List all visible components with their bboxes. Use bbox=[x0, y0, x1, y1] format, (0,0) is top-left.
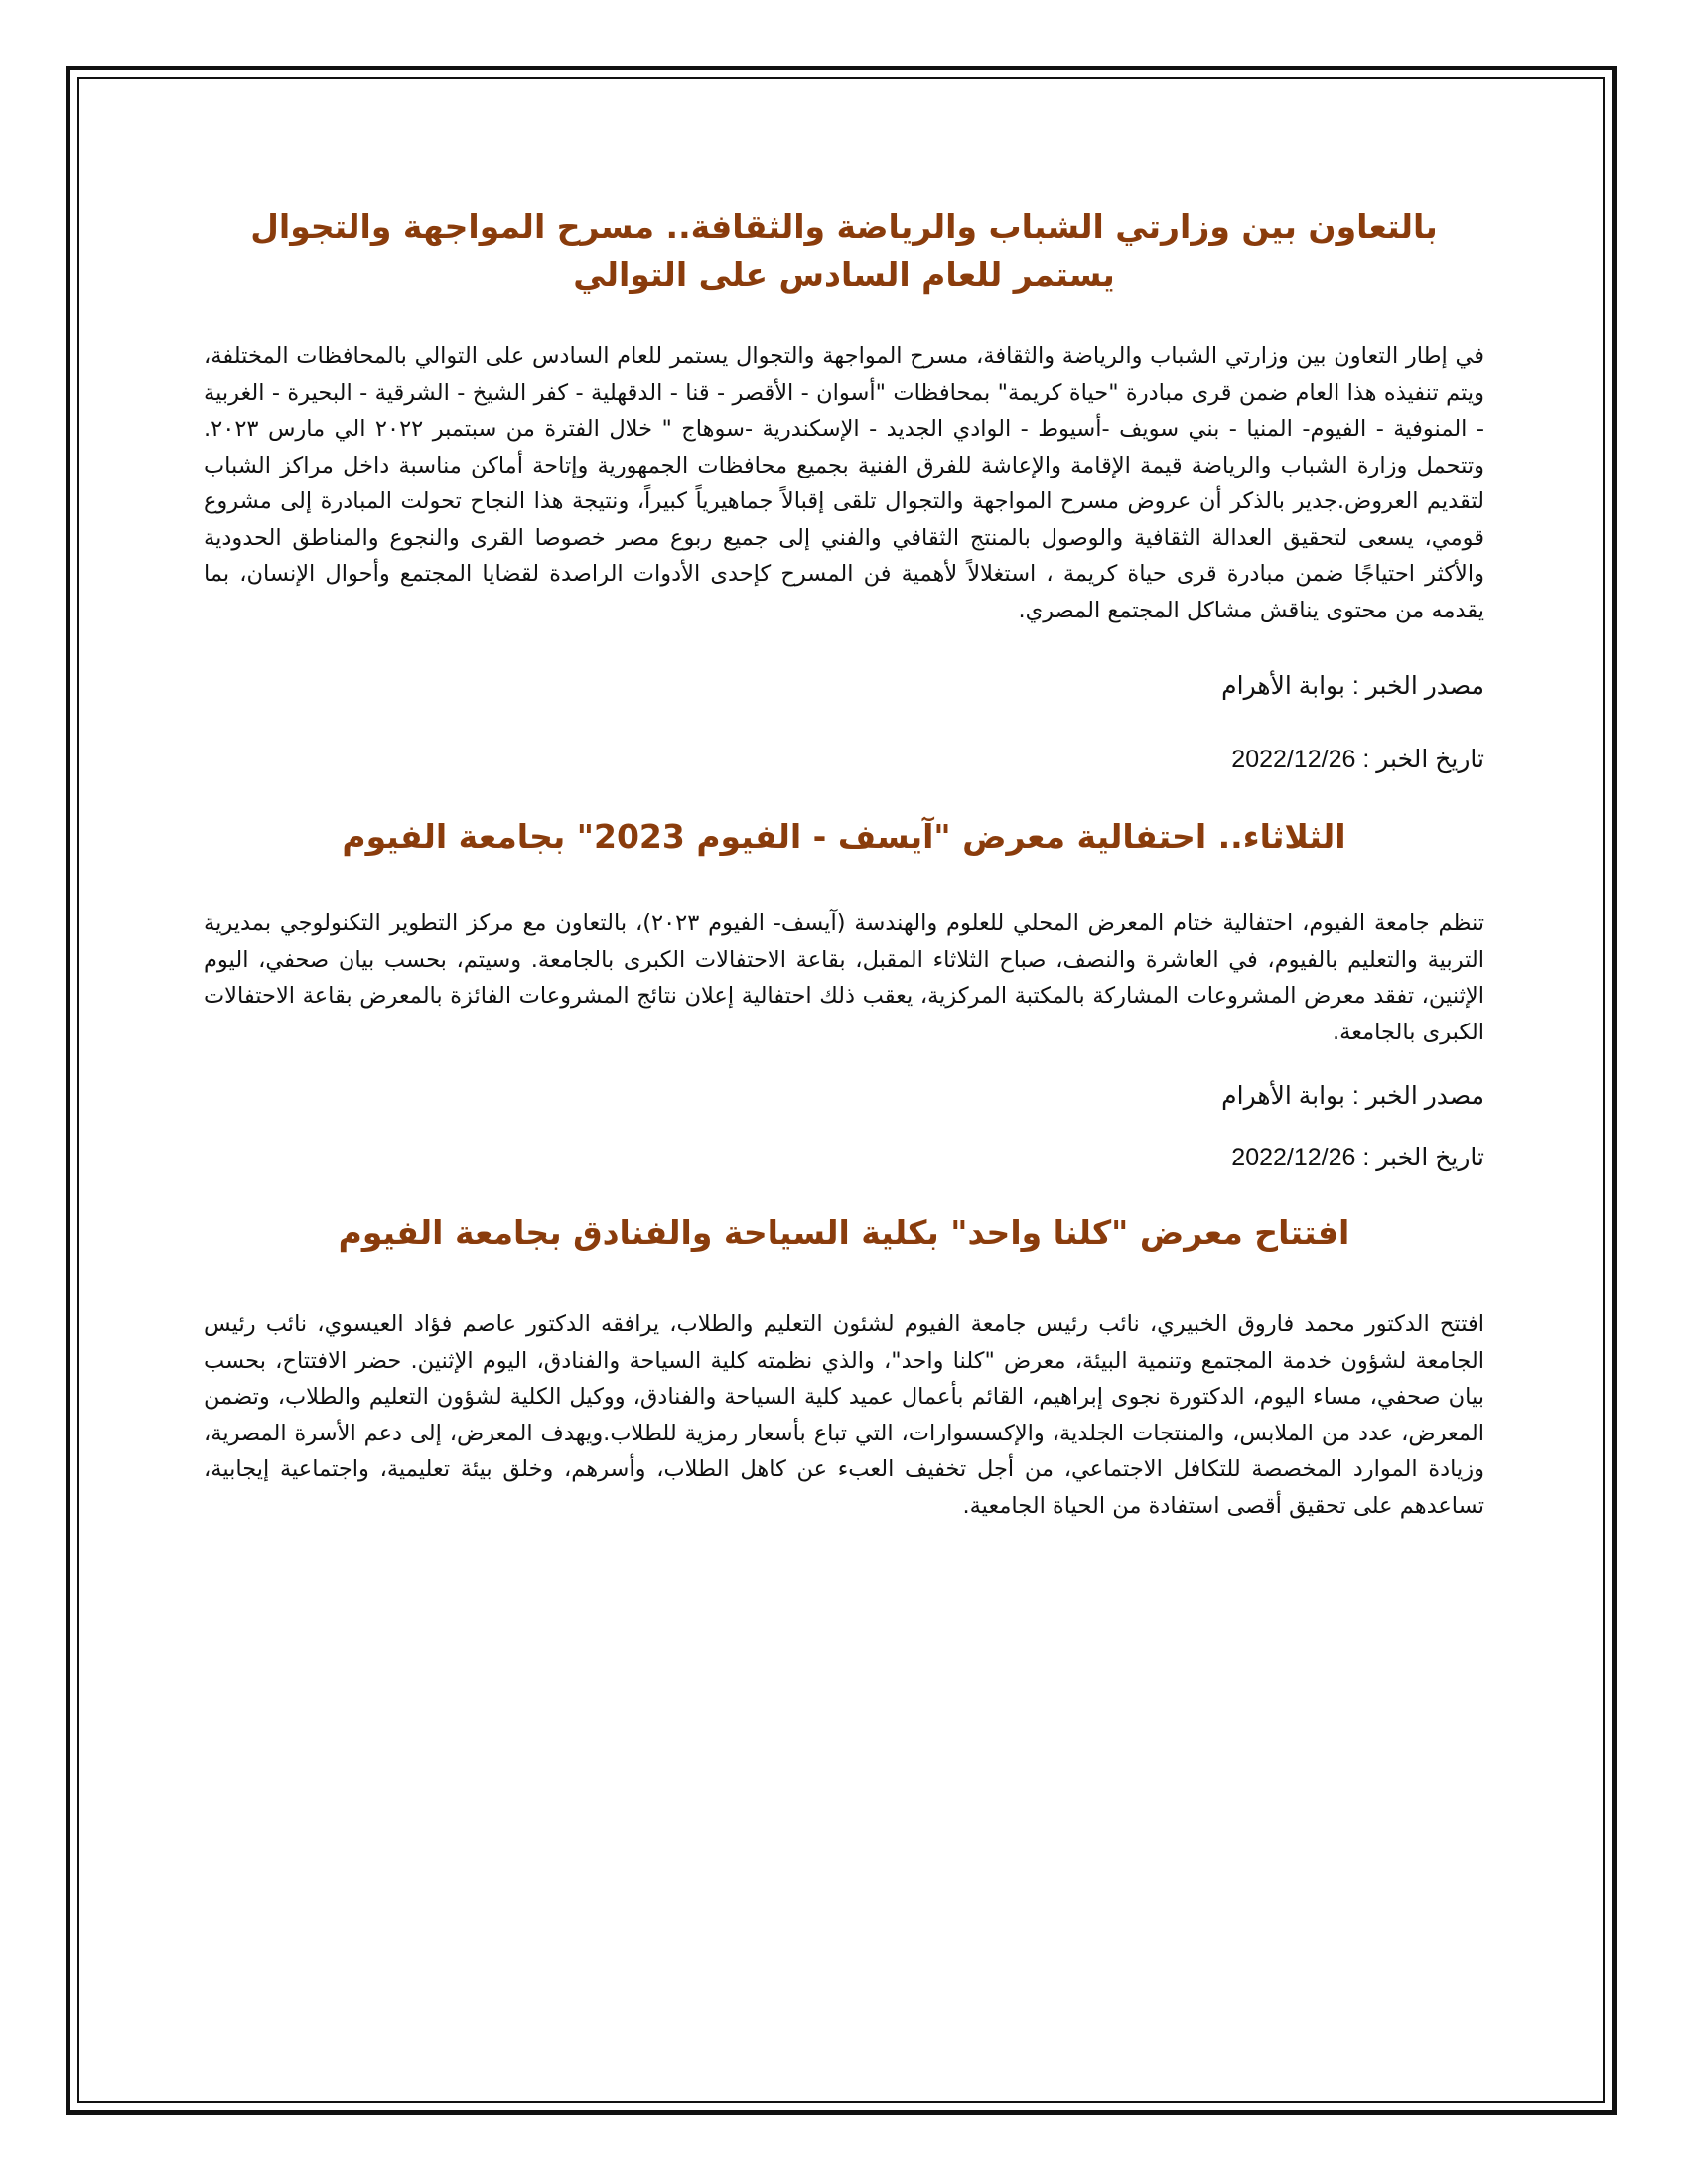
headline-line-2: يستمر للعام السادس على التوالي bbox=[573, 255, 1115, 294]
article-headline bbox=[204, 813, 1484, 861]
news-document bbox=[204, 204, 1484, 1524]
date-label: تاريخ الخبر : bbox=[1355, 1144, 1484, 1171]
news-date bbox=[204, 1140, 1484, 1175]
source-label: مصدر الخبر : bbox=[1344, 672, 1484, 700]
source-label: مصدر الخبر : bbox=[1344, 1082, 1484, 1110]
article-headline bbox=[204, 204, 1484, 299]
article-kolena-wahed-exhibition bbox=[204, 1209, 1484, 1524]
date-value: 2022/12/26 bbox=[1231, 1144, 1356, 1171]
article-youth-theatre bbox=[204, 204, 1484, 777]
date-value: 2022/12/26 bbox=[1231, 746, 1356, 773]
news-source bbox=[204, 1078, 1484, 1114]
headline-line-1: الثلاثاء.. احتفالية معرض "آيسف - الفيوم 2023" بجامعة الفيوم bbox=[342, 817, 1346, 856]
date-label: تاريخ الخبر : bbox=[1355, 746, 1484, 773]
source-value: بوابة الأهرام bbox=[1221, 1082, 1345, 1110]
headline-line-1: بالتعاون بين وزارتي الشباب والرياضة والثقافة.. مسرح المواجهة والتجوال bbox=[250, 207, 1438, 246]
news-date bbox=[204, 742, 1484, 777]
article-body: تنظم جامعة الفيوم، احتفالية ختام المعرض المحلي للعلوم والهندسة (آيسف- الفيوم ٢٠٢٣)، بالتعاون مع مركز التطوير التكنولوجي بمديرية التربية والتعليم بالفيوم، في العاشرة والنصف، صباح الثلاثاء المقبل، بقاعة الاحتفالات الكبرى بالجامعة. وسيتم، بحسب بيان صحفي، اليوم الإثنين، تفقد معرض المشروعات المشاركة بالمكتبة المركزية، يعقب ذلك احتفالية إعلان نتائج المشروعات الفائزة بالمعرض بقاعة الاحتفالات الكبرى بالجامعة. bbox=[204, 910, 1484, 1045]
article-isef-fayoum bbox=[204, 813, 1484, 1175]
article-body: في إطار التعاون بين وزارتي الشباب والرياضة والثقافة، مسرح المواجهة والتجوال يستمر للعام السادس على التوالي بالمحافظات المختلفة، ويتم تنفيذه هذا العام ضمن قرى مبادرة "حياة كريمة" بمحافظات "أسوان - الأقصر - قنا - الدقهلية - كفر الشيخ - الشرقية - البحيرة - الغربية - المنوفية - الفيوم- المنيا - بني سويف -أسيوط - الوادي الجديد - الإسكندرية -سوهاج " خلال الفترة من سبتمبر ٢٠٢٢ الي مارس ٢٠٢٣. وتتحمل وزارة الشباب والرياضة قيمة الإقامة والإعاشة للفرق الفنية بجميع محافظات الجمهورية وإتاحة أماكن مناسبة داخل مراكز الشباب لتقديم العروض.جدير بالذكر أن عروض مسرح المواجهة والتجوال تلقى إقبالاً جماهيرياً كبيراً، ونتيجة هذا النجاح تحولت المبادرة إلى مشروع قومي، يسعى لتحقيق العدالة الثقافية والوصول بالمنتج الثقافي والفني إلى جميع ربوع مصر خصوصا القرى والنجوع والمناطق الحدودية والأكثر احتياجًا ضمن مبادرة قرى حياة كريمة ، استغلالاً لأهمية فن المسرح كإحدى الأدوات الراصدة لقضايا المجتمع وأحوال الإنسان، بما يقدمه من محتوى يناقش مشاكل المجتمع المصري. bbox=[204, 343, 1484, 623]
article-headline bbox=[204, 1209, 1484, 1257]
source-value: بوابة الأهرام bbox=[1221, 672, 1345, 700]
article-body: افتتح الدكتور محمد فاروق الخبيري، نائب رئيس جامعة الفيوم لشئون التعليم والطلاب، يرافقه الدكتور عاصم فؤاد العيسوي، نائب رئيس الجامعة لشؤون خدمة المجتمع وتنمية البيئة، معرض "كلنا واحد"، والذي نظمته كلية السياحة والفنادق، اليوم الإثنين. حضر الافتتاح، بحسب بيان صحفي، مساء اليوم، الدكتورة نجوى إبراهيم، القائم بأعمال عميد كلية السياحة والفنادق، ووكيل الكلية لشؤون التعليم والطلاب، وتضمن المعرض، عدد من الملابس، والمنتجات الجلدية، والإكسسوارات، التي تباع بأسعار رمزية للطلاب.ويهدف المعرض، إلى دعم الأسرة المصرية، وزيادة الموارد المخصصة للتكافل الاجتماعي، من أجل تخفيف العبء عن كاهل الطلاب، وأسرهم، وخلق بيئة تعليمية، واجتماعية إيجابية، تساعدهم على تحقيق أقصى استفادة من الحياة الجامعية. bbox=[204, 1311, 1484, 1519]
news-source bbox=[204, 668, 1484, 704]
headline-line-1: افتتاح معرض "كلنا واحد" بكلية السياحة والفنادق بجامعة الفيوم bbox=[338, 1213, 1350, 1252]
